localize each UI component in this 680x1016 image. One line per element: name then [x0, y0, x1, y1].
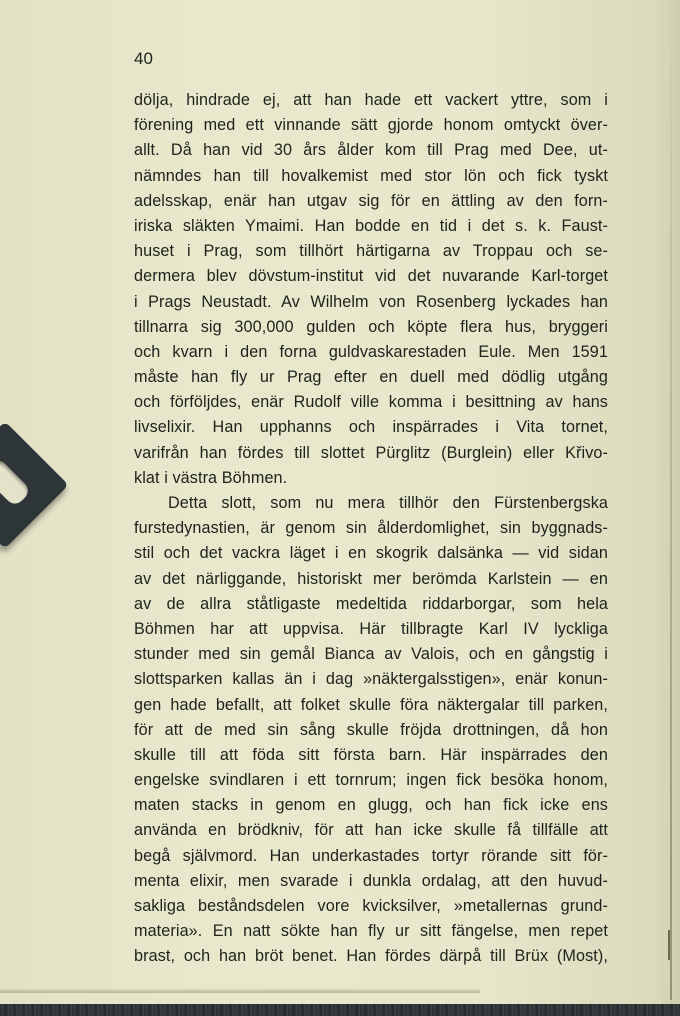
text-line: tillnarra sig 300,000 gulden och köpte flera hus, bryggeri: [134, 317, 608, 336]
text-line: menta elixir, men svarade i dunkla ordalag, att den huvud-: [134, 871, 608, 890]
text-line: av de allra ståtligaste medeltida riddarborgar, som hela: [134, 594, 608, 613]
text-line: sakliga beståndsdelen vore kvicksilver, »metallernas grund-: [134, 897, 608, 915]
text-line: materia». En natt sökte han fly ur sitt fängelse, men repet: [134, 922, 608, 941]
text-line: måste han fly ur Prag efter en duell med dödlig utgång: [134, 368, 608, 387]
text-line: engelske svindlaren i ett tornrum; ingen fick besöka honom,: [134, 771, 608, 790]
text-line: i Prags Neustadt. Av Wilhelm von Rosenberg lyckades han: [134, 292, 608, 311]
text-line: varifrån han fördes till slottet Pürglitz (Burglein) eller Křivo-: [134, 443, 608, 462]
text-line: begå självmord. Han underkastades tortyr rörande sitt för-: [134, 846, 608, 865]
text-line: skulle till att föda sitt första barn. Här inspärrades den: [134, 745, 608, 764]
paper-clip-icon: [0, 421, 69, 548]
paragraph-1: [134, 88, 608, 491]
text-line: allt. Då han vid 30 års ålder kom till Prag med Dee, ut-: [134, 141, 608, 160]
text-line: gen hade befallt, att folket skulle föra näktergalar till parken,: [134, 695, 608, 714]
text-line: Böhmen har att uppvisa. Här tillbragte Karl IV lyckliga: [134, 619, 608, 638]
book-cover-edge: [0, 1004, 680, 1016]
text-line: brast, och han bröt benet. Han fördes därpå till Brüx (Most),: [134, 947, 608, 966]
text-line: för att de med sin sång skulle fröjda drottningen, då hon: [134, 720, 608, 739]
text-line: nämndes han till hovalkemist med stor lön och fick tyskt: [134, 166, 608, 185]
clip-hole: [0, 457, 32, 508]
text-line: livselixir. Han upphanns och inspärrades i Vita tornet,: [134, 418, 608, 437]
text-line: av det närliggande, historiskt mer berömda Karlstein — en: [134, 569, 608, 588]
text-line: och kvarn i den forna guldvaskarestaden Eule. Men 1591: [134, 342, 608, 361]
lower-page-shadow: [0, 988, 480, 993]
text-line: Detta slott, som nu mera tillhör den Fürstenbergska: [168, 494, 608, 512]
text-line: förening med ett vinnande sätt gjorde honom omtyckt över-: [134, 116, 608, 135]
paragraph-2: [134, 491, 608, 970]
page-edge-mark: [668, 930, 670, 960]
text-line: slottsparken kallas än i dag »näktergalsstigen», enär konun-: [134, 670, 608, 689]
text-line: och förföljdes, enär Rudolf ville komma i besittning av hans: [134, 393, 608, 412]
page-number: 40: [134, 49, 154, 68]
text-line: stil och det vackra läget i en skogrik dalsänka — vid sidan: [134, 544, 608, 563]
text-line: dölja, hindrade ej, att han hade ett vackert yttre, som i: [134, 91, 608, 109]
page-text: [134, 46, 608, 970]
text-line: klat i västra Böhmen.: [134, 468, 288, 487]
text-line: använda en brödkniv, för att han icke skulle få tillfälle att: [134, 821, 608, 840]
text-line: dermera blev dövstum-institut vid det nuvarande Karl-torget: [134, 267, 608, 286]
page-edge-shadow: [670, 0, 672, 1000]
text-line: huset i Prag, som tillhört härtigarna av Troppau och se-: [134, 242, 608, 261]
text-line: furstedynastien, är genom sin ålderdomlighet, sin byggnads-: [134, 519, 608, 538]
text-line: adelsskap, enär han utgav sig för en ättling av den forn-: [134, 191, 608, 210]
text-line: iriska släkten Ymaimi. Han bodde en tid i det s. k. Faust-: [134, 216, 608, 235]
text-line: maten stacks in genom en glugg, och han fick icke ens: [134, 796, 608, 815]
text-line: stunder med sin gemål Bianca av Valois, och en gångstig i: [134, 645, 608, 664]
